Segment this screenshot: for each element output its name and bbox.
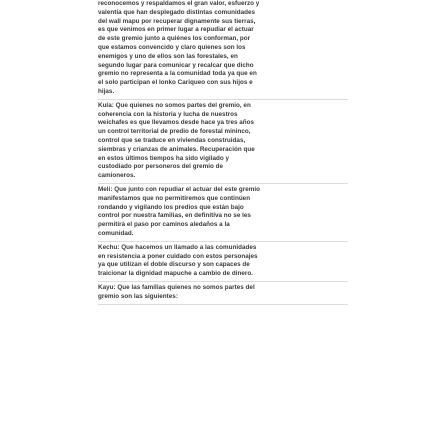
text-line: gremio son las siguientes: — [98, 292, 178, 300]
text-line: que estamos convencido y claro quienes son los — [98, 43, 246, 51]
text-line: comunidad. — [98, 229, 134, 237]
text-line: weichafes es que llevamos desde hace ya tres años — [98, 119, 255, 127]
text-line: reconocemos y respaldamos el gran valor, esfuerzo y — [98, 0, 260, 7]
paragraph-kechu — [98, 244, 348, 282]
statement-text-column — [98, 0, 348, 307]
text-line: el solo participan el lonko Cariqueo con sus hijos e — [98, 79, 253, 87]
text-line: Kechu: Que hacemos un llamado a las comunidades — [98, 243, 257, 251]
text-line: es que venimos en primer lugar a repudiar el actuar — [98, 26, 254, 34]
text-line: siembras y crianzas de animales. Recuperación que — [98, 145, 255, 153]
text-line: control que se traduce en viviendas construidas, — [98, 136, 246, 144]
text-line: de este gremio junto a quiénes los conforman, por — [98, 35, 251, 43]
text-line: permitirá el paso por caminos aledaños a la — [98, 221, 230, 229]
text-line: en estos últimos tiempos ha sido vigilado y — [98, 154, 230, 162]
text-line: traicionar la dignidad mapuche a cambio de dinero. — [98, 270, 253, 278]
text-line: hijas. — [98, 87, 115, 95]
text-line: Meli: Que junto con repudiar el actuar del este gremio — [98, 185, 261, 193]
paragraph-kula — [98, 102, 348, 184]
text-line: control por nuestra familias, en definitiva no se les — [98, 212, 251, 220]
text-line: un control territorial de predio de forestal mininco, — [98, 128, 251, 136]
text-line: coherencia con la historia y lucha de nuestros — [98, 110, 238, 118]
text-line: enemigos y uno de ellos son las forestales, en — [98, 52, 238, 60]
text-line: gremio no representa a la comunidad toda ya que en — [98, 70, 257, 78]
text-line: custodiado por personeros del gremio de — [98, 163, 223, 171]
text-line: valentía que han desplegado distintas comunidades — [98, 8, 256, 16]
text-line: rondando y vigilando los predios que están bajo — [98, 203, 244, 211]
paragraph-kayu — [98, 284, 348, 305]
paragraph-meli — [98, 186, 348, 242]
text-line: manifestamos que no permitiremos que continúen — [98, 194, 251, 202]
text-line: Kayu: Que las familias quienes no somos partes del — [98, 283, 255, 291]
text-line: camioneros. — [98, 172, 136, 180]
text-line: del wall mapu por recuperar dignamente sus tierras, — [98, 17, 256, 25]
text-line: segundo lugar para comunicar y recalcar que dicho — [98, 61, 254, 69]
paragraph-intro — [98, 0, 348, 100]
text-line: ya que utilizan el doble discurso y son capaces de — [98, 261, 250, 269]
text-line: en resistencia a poner cuidado con estos personajes — [98, 252, 258, 260]
text-line: Kula: Que quienes no somos partes del gremio, en — [98, 101, 251, 109]
